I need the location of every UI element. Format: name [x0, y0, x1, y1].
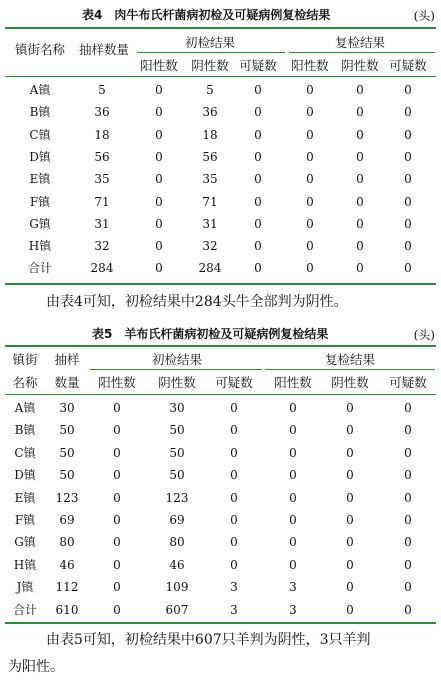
table-cell: 50: [59, 423, 75, 438]
table-cell: 0: [404, 401, 412, 415]
table-cell-town: 合计: [27, 261, 53, 276]
table5-subheader: 阴性数: [158, 375, 196, 390]
table4-subheader: 阴性数: [341, 58, 379, 73]
table4-initial-underline: [137, 52, 285, 53]
table-cell: 3: [289, 580, 297, 595]
table-cell: 0: [155, 216, 163, 231]
table-cell: 0: [404, 423, 412, 438]
table5-subheader: 可疑数: [215, 375, 253, 390]
table-cell: 0: [113, 490, 121, 505]
table4-header-rule: [5, 76, 436, 77]
table-cell: 0: [346, 445, 354, 460]
table-cell: 0: [404, 83, 412, 97]
table5-initial-underline: [90, 369, 262, 370]
table-cell: 35: [94, 172, 110, 187]
table-cell: 0: [306, 194, 314, 209]
table-cell: 610: [55, 602, 79, 617]
table-cell: 123: [165, 490, 189, 505]
table-cell: 0: [404, 557, 412, 572]
table-cell: 0: [356, 216, 364, 231]
table-cell: 0: [346, 580, 354, 595]
table4-top-rule: [5, 27, 436, 29]
table-cell: 0: [289, 468, 297, 483]
table-cell: 0: [155, 261, 163, 276]
table-cell: 0: [230, 513, 238, 527]
table-cell: 0: [404, 535, 412, 550]
table-cell: 0: [404, 602, 412, 617]
table-cell: 0: [113, 401, 121, 415]
table5-bottom-rule: [5, 622, 436, 624]
table-cell: 0: [155, 172, 163, 187]
table-cell-town: E镇: [29, 172, 51, 187]
table-cell: 0: [306, 149, 314, 164]
table5-header-recheck: 复检结果: [324, 352, 376, 367]
table-cell: 0: [113, 535, 121, 550]
table-cell: 18: [202, 127, 218, 142]
table-cell-town: G镇: [29, 216, 51, 231]
table-cell: 0: [254, 172, 262, 187]
table-cell: 56: [202, 149, 218, 164]
table-cell: 0: [306, 172, 314, 187]
table4-subheader: 阳性数: [140, 58, 178, 73]
table-cell: 0: [356, 194, 364, 209]
table-cell: 0: [404, 445, 412, 460]
table-cell-town: A镇: [29, 83, 51, 97]
table-cell: 30: [169, 401, 185, 415]
table-cell: 35: [202, 172, 218, 187]
table-cell: 0: [404, 580, 412, 595]
table-cell: 284: [198, 261, 222, 276]
table-cell: 0: [254, 194, 262, 209]
table-cell: 0: [254, 261, 262, 276]
table-cell: 0: [356, 149, 364, 164]
table-cell: 0: [254, 216, 262, 231]
table-cell: 0: [306, 83, 314, 97]
table-cell: 0: [289, 401, 297, 415]
table-cell: 0: [346, 535, 354, 550]
table-cell: 50: [169, 423, 185, 438]
table-cell: 0: [155, 105, 163, 120]
table-cell-town: B镇: [29, 105, 51, 120]
table-cell: 3: [289, 602, 297, 617]
table-cell: 0: [404, 261, 412, 276]
table-cell: 0: [113, 580, 121, 595]
table5-header-sample-top: 抽样: [54, 352, 80, 367]
table-cell-town: H镇: [13, 557, 37, 572]
table-cell: 32: [94, 239, 110, 254]
table-cell: 36: [202, 105, 218, 120]
table-cell: 0: [306, 261, 314, 276]
table5-header-town-top: 镇街: [12, 352, 38, 367]
table-cell: 0: [113, 468, 121, 483]
table-cell: 0: [230, 401, 238, 415]
table-cell: 46: [169, 557, 185, 572]
table5-subheader: 可疑数: [389, 375, 427, 390]
table-cell: 0: [254, 239, 262, 254]
table-cell: 50: [169, 445, 185, 460]
table-cell: 71: [202, 194, 218, 209]
table-cell-town: D镇: [14, 468, 36, 483]
table-cell: 0: [346, 513, 354, 527]
table-cell: 5: [206, 83, 214, 97]
table-cell-town: F镇: [14, 513, 36, 527]
table-cell: 0: [289, 423, 297, 438]
table-cell: 0: [306, 105, 314, 120]
table4-header-initial: 初检结果: [184, 35, 236, 50]
table-cell: 0: [254, 83, 262, 97]
table-cell: 36: [94, 105, 110, 120]
table-cell: 0: [346, 401, 354, 415]
table-cell: 0: [113, 513, 121, 527]
table-cell: 0: [404, 194, 412, 209]
table-cell: 284: [90, 261, 114, 276]
table-cell: 32: [202, 239, 218, 254]
table-cell: 0: [356, 261, 364, 276]
table-cell: 69: [169, 513, 185, 527]
table4-subheader: 可疑数: [239, 58, 277, 73]
table-cell: 0: [346, 557, 354, 572]
table4-note: 由表4可知，初检结果中284头牛全部判为阴性。: [46, 294, 348, 310]
table-cell: 0: [356, 127, 364, 142]
table-cell: 3: [230, 602, 238, 617]
table-cell: 0: [306, 127, 314, 142]
table-cell: 0: [155, 83, 163, 97]
table-cell: 0: [404, 490, 412, 505]
table-cell: 0: [346, 423, 354, 438]
table-cell: 31: [94, 216, 110, 231]
table5-header-town-bottom: 名称: [12, 375, 38, 390]
table4-bottom-rule: [5, 283, 436, 285]
table-cell: 0: [155, 194, 163, 209]
table-cell: 0: [306, 239, 314, 254]
table-cell: 0: [404, 172, 412, 187]
table4-unit: (头): [413, 9, 435, 23]
table4-subheader: 阳性数: [291, 58, 329, 73]
table-cell: 0: [289, 557, 297, 572]
table-cell-town: A镇: [14, 401, 36, 415]
table-cell: 112: [55, 580, 79, 595]
table5-header-rule: [5, 394, 436, 395]
table-cell: 0: [356, 105, 364, 120]
table-cell: 0: [289, 490, 297, 505]
table-cell-town: D镇: [29, 149, 51, 164]
table-cell: 0: [356, 83, 364, 97]
table5-note-line2: 为阳性。: [8, 659, 64, 675]
table-cell: 0: [254, 127, 262, 142]
table5-unit: (头): [413, 328, 435, 342]
table-cell: 0: [230, 445, 238, 460]
table5-subheader: 阳性数: [274, 375, 312, 390]
table-cell: 0: [113, 445, 121, 460]
table-cell: 69: [59, 513, 75, 527]
table-cell: 31: [202, 216, 218, 231]
table-cell: 0: [356, 172, 364, 187]
table-cell: 0: [404, 468, 412, 483]
table4-caption: 表4 肉牛布氏杆菌病初检及可疑病例复检结果: [82, 8, 331, 22]
table-cell: 0: [346, 602, 354, 617]
table-cell: 0: [155, 239, 163, 254]
table-cell: 0: [230, 535, 238, 550]
table-cell: 0: [404, 513, 412, 527]
table-cell: 0: [346, 490, 354, 505]
table5-recheck-underline: [265, 369, 435, 370]
table-cell: 56: [94, 149, 110, 164]
table5-top-rule: [5, 345, 436, 347]
table5-header-sample-bottom: 数量: [54, 375, 80, 390]
table-cell: 607: [165, 602, 189, 617]
table-cell: 0: [155, 127, 163, 142]
table-cell: 0: [306, 216, 314, 231]
table5-subheader: 阳性数: [98, 375, 136, 390]
table-cell: 0: [113, 602, 121, 617]
table-cell-town: C镇: [14, 445, 36, 460]
table-cell: 46: [59, 557, 75, 572]
table-cell-town: C镇: [29, 127, 51, 142]
table-cell: 0: [113, 557, 121, 572]
table4-header-town: 镇街名称: [14, 42, 66, 57]
table-cell: 5: [98, 83, 106, 97]
table-cell: 30: [59, 401, 75, 415]
table-cell: 123: [55, 490, 79, 505]
table4-header-recheck: 复检结果: [334, 35, 386, 50]
table-cell: 0: [289, 513, 297, 527]
table-cell: 0: [113, 423, 121, 438]
table-cell: 50: [169, 468, 185, 483]
table-cell: 80: [169, 535, 185, 550]
table-cell-town: E镇: [14, 490, 36, 505]
table5-caption: 表5 羊布氏杆菌病初检及可疑病例复检结果: [92, 327, 329, 341]
table-cell-town: H镇: [28, 239, 52, 254]
table-cell: 0: [404, 149, 412, 164]
table-cell: 0: [289, 535, 297, 550]
table5-subheader: 阴性数: [331, 375, 369, 390]
table-cell-town: F镇: [29, 194, 51, 209]
table-cell: 3: [230, 580, 238, 595]
table4-recheck-underline: [289, 52, 435, 53]
table-cell: 50: [59, 468, 75, 483]
table-cell: 0: [230, 557, 238, 572]
table-cell: 0: [356, 239, 364, 254]
table-cell: 18: [94, 127, 110, 142]
table-cell: 0: [254, 105, 262, 120]
table4-subheader: 可疑数: [389, 58, 427, 73]
table-cell: 0: [155, 149, 163, 164]
table-cell: 0: [404, 239, 412, 254]
table-cell: 0: [404, 216, 412, 231]
table-cell: 0: [230, 423, 238, 438]
table-cell-town: G镇: [14, 535, 36, 550]
table-cell: 80: [59, 535, 75, 550]
table-cell: 0: [254, 149, 262, 164]
table-cell-town: 合计: [12, 602, 38, 617]
table-cell: 50: [59, 445, 75, 460]
table-cell: 0: [404, 127, 412, 142]
table-cell: 109: [165, 580, 189, 595]
table4-subheader: 阴性数: [191, 58, 229, 73]
table5-header-initial: 初检结果: [151, 352, 203, 367]
table-cell-town: J镇: [16, 580, 34, 595]
table-cell: 0: [289, 445, 297, 460]
table-cell: 0: [230, 468, 238, 483]
table-cell-town: B镇: [14, 423, 36, 438]
table-cell: 0: [346, 468, 354, 483]
table-cell: 0: [230, 490, 238, 505]
table4-header-sample: 抽样数量: [78, 42, 130, 57]
table-cell: 0: [404, 105, 412, 120]
table-cell: 71: [94, 194, 110, 209]
table5-note-line1: 由表5可知，初检结果中607只羊判为阴性，3只羊判: [46, 632, 371, 648]
